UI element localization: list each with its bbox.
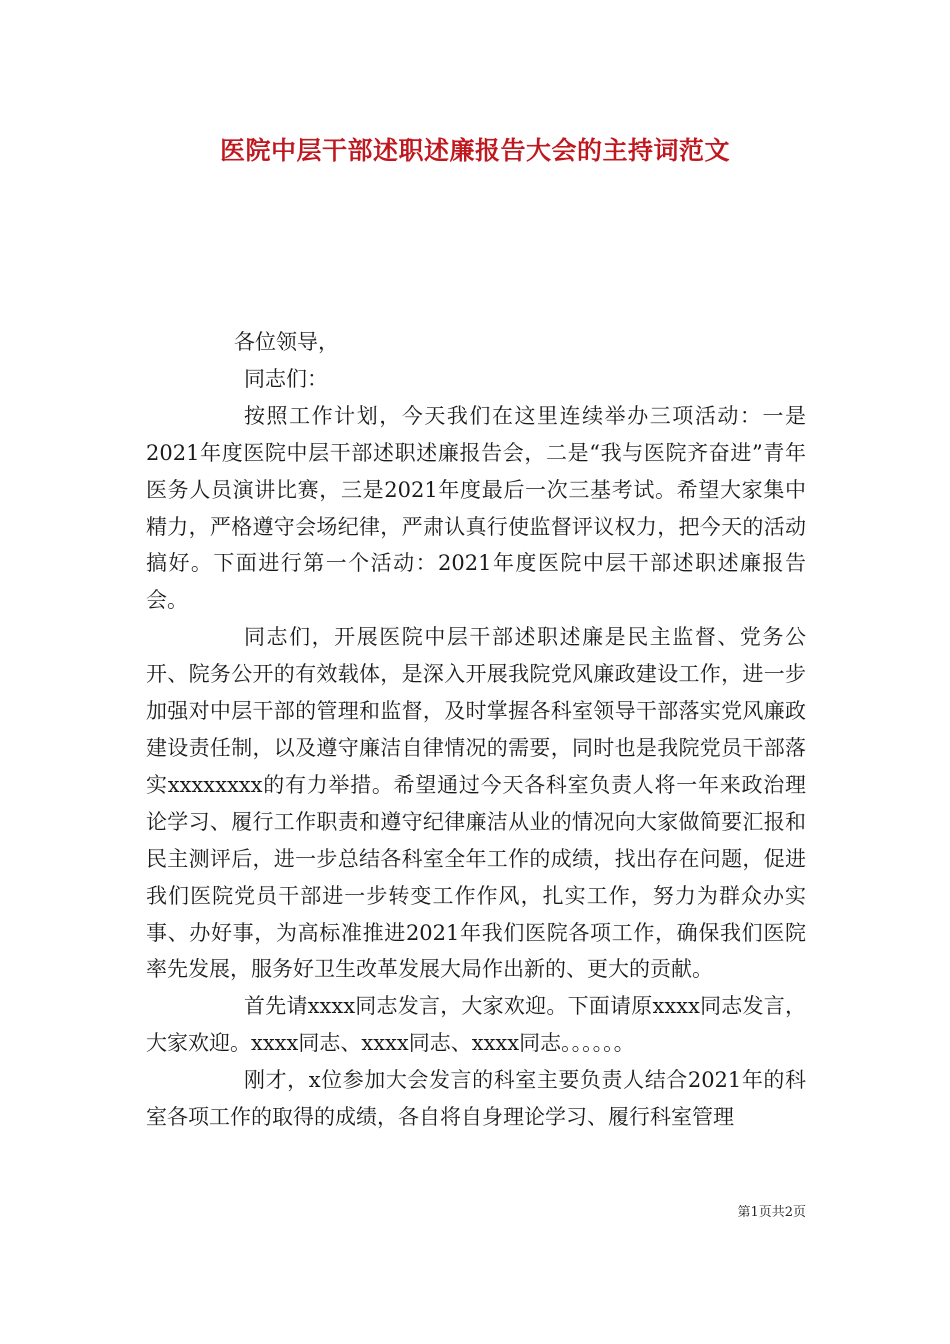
- page-number: 第1页共2页: [737, 1205, 806, 1220]
- salutation-comrades: 同志们：: [244, 366, 328, 391]
- paragraph: 同志们，开展医院中层干部述职述廉是民主监督、党务公开、院务公开的有效载体，是深入开展我院党风廉政建设工作，进一步加强对中层干部的管理和监督，及时掌握各科室领导干部落实党风廉政建设责任制，以及遵守廉洁自律情况的需要，同时也是我院党员干部落实xxxxxxxx的有力举措。希望通过今天各科室负责人将一年来政治理论学习、履行工作职责和遵守纪律廉洁从业的情况向大家做简要汇报和民主测评后，进一步总结各科室全年工作的成绩，找出存在问题，促进我们医院党员干部进一步转变工作作风，扎实工作，努力为群众办实事、办好事，为高标准推进2021年我们医院各项工作，确保我们医院率先发展，服务好卫生改革发展大局作出新的、更大的贡献。: [146, 625, 806, 982]
- document-body: [146, 324, 806, 1136]
- document-title: 医院中层干部述职述廉报告大会的主持词范文: [219, 136, 730, 165]
- paragraph: 刚才，x位参加大会发言的科室主要负责人结合2021年的科室各项工作的取得的成绩，各自将自身理论学习、履行科室管理: [146, 1068, 806, 1130]
- paragraph: 按照工作计划，今天我们在这里连续举办三项活动：一是2021年度医院中层干部述职述廉报告会，二是“我与医院齐奋进”青年医务人员演讲比赛，三是2021年度最后一次三基考试。希望大家集中精力，严格遵守会场纪律，严肃认真行使监督评议权力，把今天的活动搞好。下面进行第一个活动：2021年度医院中层干部述职述廉报告会。: [146, 403, 806, 613]
- paragraph: 首先请xxxx同志发言，大家欢迎。下面请原xxxx同志发言，大家欢迎。xxxx同志、xxxx同志、xxxx同志。。。。。。: [146, 994, 806, 1056]
- salutation-leaders: 各位领导，: [234, 330, 339, 354]
